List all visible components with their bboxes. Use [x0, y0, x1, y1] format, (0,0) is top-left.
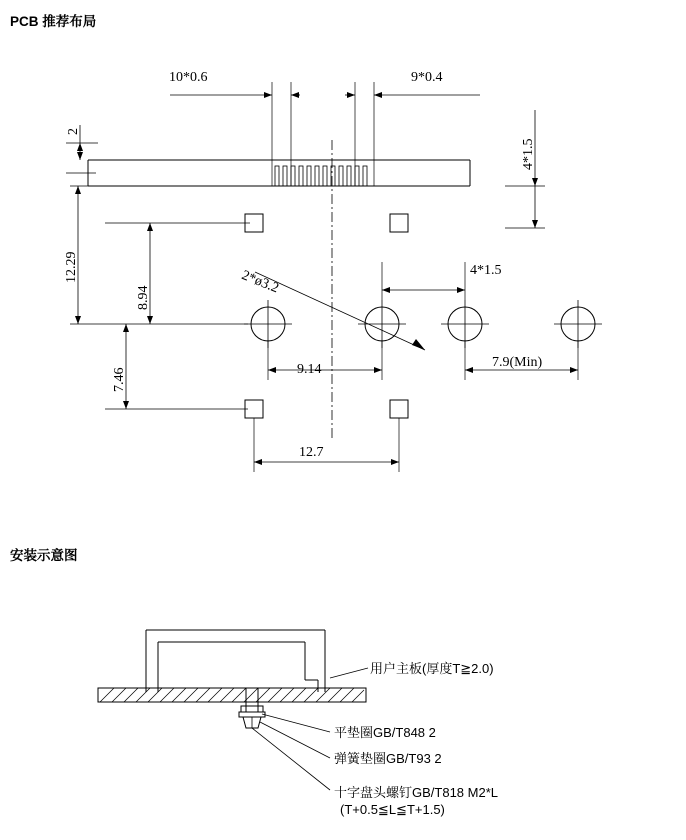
callout-user-board: 用户主板(厚度T≧2.0)	[370, 661, 494, 676]
callout-flat-washer: 平垫圈GB/T848 2	[334, 725, 436, 740]
dimension-12-29: 12.29	[64, 251, 79, 283]
dimension-2x-dia-3-2: 2*ø3.2	[239, 268, 281, 297]
callout-screw: 十字盘头螺钉GB/T818 M2*L	[334, 785, 498, 800]
pcb-layout-title: PCB 推荐布局	[10, 14, 97, 29]
callout-screw-note: (T+0.5≦L≦T+1.5)	[340, 802, 445, 817]
dimension-2: 2	[66, 128, 81, 135]
dimension-8-94: 8.94	[136, 285, 151, 310]
callout-spring-washer: 弹簧垫圈GB/T93 2	[334, 751, 442, 766]
dimension-9x0-4: 9*0.4	[411, 70, 443, 85]
dimension-7-46: 7.46	[112, 367, 127, 392]
dimension-4x1-5-vertical: 4*1.5	[521, 138, 536, 170]
dimension-12-7: 12.7	[299, 445, 324, 460]
dimension-9-14: 9.14	[297, 362, 322, 377]
install-diagram-title: 安装示意图	[10, 548, 78, 563]
dimension-10x0-6: 10*0.6	[169, 70, 208, 85]
dimension-4x1-5: 4*1.5	[470, 263, 502, 278]
dimension-7-9-min: 7.9(Min)	[492, 355, 543, 370]
